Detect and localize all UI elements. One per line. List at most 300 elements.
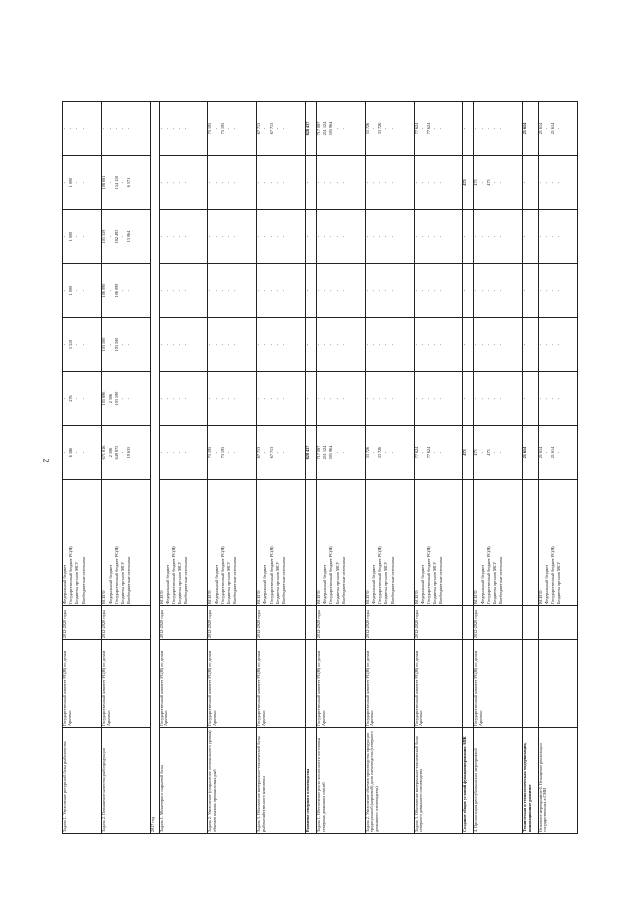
value: - (183, 451, 189, 454)
value: - (74, 127, 80, 130)
value: - (543, 235, 549, 238)
value: - (473, 127, 479, 130)
value: - (556, 181, 562, 184)
value: - (364, 397, 370, 400)
value-cell (102, 102, 151, 156)
value-cell (365, 372, 414, 426)
value: - (274, 343, 280, 346)
value: - (479, 181, 485, 184)
source-name: Федеральный бюджет (543, 564, 549, 604)
value: - (364, 289, 370, 292)
value: - (328, 397, 334, 400)
value-cell (538, 210, 577, 264)
value: - (556, 127, 562, 130)
value: - (304, 343, 310, 346)
value: - (549, 397, 555, 400)
value: - (543, 397, 549, 400)
value: 67 713 (256, 122, 262, 135)
rotated-table-wrapper (62, 102, 578, 834)
value: - (377, 289, 383, 292)
value: - (256, 343, 262, 346)
value-cell (305, 318, 316, 372)
value: 33 726 (364, 122, 370, 135)
value: - (389, 289, 395, 292)
value: - (158, 181, 164, 184)
value: - (164, 343, 170, 346)
value: 33 726 (364, 446, 370, 459)
value: 106 090 (101, 283, 107, 298)
source-name: Федеральный бюджет (322, 564, 328, 604)
period-cell: 2012-2020 годы (63, 606, 102, 640)
value: - (62, 451, 67, 454)
value: - (479, 343, 485, 346)
value: - (170, 289, 176, 292)
value: - (213, 127, 219, 130)
value: 21 614 (549, 446, 555, 459)
sources-cell (257, 480, 306, 606)
source-name: Государственный бюджет РС(Я) (68, 546, 74, 604)
value-cell (474, 102, 523, 156)
value-cell (257, 210, 306, 264)
value: - (101, 127, 107, 130)
value-cell (523, 426, 538, 480)
sources-cell (414, 480, 463, 606)
value-cell (523, 210, 538, 264)
value: - (80, 397, 86, 400)
sources-cell (63, 480, 102, 606)
value: - (213, 343, 219, 346)
value: 105 559 (101, 229, 107, 244)
value: - (183, 289, 189, 292)
value: - (485, 127, 491, 130)
value: - (549, 181, 555, 184)
value: - (462, 397, 468, 400)
executor-cell: Государственный комитет РС(Я) по делам Арктики (102, 640, 151, 728)
value: 13 064 (126, 230, 132, 243)
value-cell (102, 318, 151, 372)
value: - (334, 181, 340, 184)
value: - (522, 181, 528, 184)
executor-cell: Государственный комитет РС(Я) по делам Арктики (208, 640, 257, 728)
value-cell (102, 372, 151, 426)
value: 3 310 (68, 339, 74, 350)
table-row (305, 102, 316, 834)
source-name: Внебюджетные источники (438, 556, 444, 604)
value-cell (538, 426, 577, 480)
value: - (274, 397, 280, 400)
value: - (213, 235, 219, 238)
value: - (425, 343, 431, 346)
value: - (62, 235, 67, 238)
value: 1 000 (68, 231, 74, 242)
value: - (498, 235, 504, 238)
value: - (322, 397, 328, 400)
value: - (549, 343, 555, 346)
value: - (485, 397, 491, 400)
value-cell (538, 372, 577, 426)
value: - (491, 181, 497, 184)
value-cell (365, 426, 414, 480)
value: - (119, 235, 125, 238)
value: - (158, 451, 164, 454)
value: - (213, 397, 219, 400)
period-cell: 2012-2020 годы (159, 606, 208, 640)
value: - (334, 343, 340, 346)
value: - (334, 235, 340, 238)
value: 33 726 (377, 446, 383, 459)
source-name: Бюджеты органов МСУ (177, 561, 183, 604)
value: - (462, 127, 468, 130)
source-name: Государственный бюджет РС(Я) (425, 546, 431, 604)
value: - (473, 289, 479, 292)
value-cell (463, 264, 474, 318)
sources-cell (305, 480, 316, 606)
table-row (257, 102, 306, 834)
period-cell: 2012-2020 годы (316, 606, 365, 640)
source-name: ВСЕГО (207, 590, 213, 604)
value-cell (305, 372, 316, 426)
value: - (485, 289, 491, 292)
value: - (377, 235, 383, 238)
page-number: 2 (41, 458, 51, 463)
value: 671 816 (101, 445, 107, 460)
value: 21 614 (522, 122, 528, 135)
value: - (183, 235, 189, 238)
source-name: Федеральный бюджет (164, 564, 170, 604)
period-cell: 2012-2020 годы (257, 606, 306, 640)
value: 211 124 (322, 445, 328, 460)
value: - (383, 181, 389, 184)
value: 21 614 (522, 446, 528, 459)
value-cell (159, 102, 208, 156)
value: - (68, 127, 74, 130)
value: - (556, 289, 562, 292)
value: - (370, 343, 376, 346)
sources-cell (538, 480, 577, 606)
value: 473 (473, 449, 479, 456)
value-cell (208, 210, 257, 264)
value: - (80, 235, 86, 238)
value: - (498, 127, 504, 130)
value: - (280, 127, 286, 130)
value: 19 635 (126, 446, 132, 459)
value: - (177, 451, 183, 454)
table-body (63, 102, 578, 834)
value: - (432, 235, 438, 238)
value: - (304, 289, 310, 292)
value: - (177, 181, 183, 184)
value-cell (474, 156, 523, 210)
value-cell (538, 318, 577, 372)
value: - (556, 451, 562, 454)
value-cell (63, 372, 102, 426)
value: - (377, 343, 383, 346)
value: 211 124 (322, 121, 328, 136)
value: - (170, 235, 176, 238)
value: - (491, 451, 497, 454)
value: - (413, 343, 419, 346)
value-cell (257, 102, 306, 156)
value: - (432, 397, 438, 400)
value: - (432, 289, 438, 292)
value: - (438, 451, 444, 454)
value: - (280, 289, 286, 292)
value: - (126, 289, 132, 292)
value: - (543, 289, 549, 292)
value-cell (365, 102, 414, 156)
value: - (177, 397, 183, 400)
source-name: ВСЕГО (364, 590, 370, 604)
value-cell (474, 426, 523, 480)
value: - (370, 289, 376, 292)
value: - (119, 451, 125, 454)
value: - (262, 289, 268, 292)
value-cell (305, 426, 316, 480)
value-cell (463, 318, 474, 372)
value: - (315, 397, 321, 400)
value-cell (316, 426, 365, 480)
value-cell (414, 102, 463, 156)
value: - (164, 289, 170, 292)
value: 77 624 (413, 446, 419, 459)
value: - (498, 451, 504, 454)
value: - (334, 397, 340, 400)
executor-cell (538, 640, 577, 728)
value: - (80, 181, 86, 184)
value: 6 386 (68, 447, 74, 458)
sources-cell (102, 480, 151, 606)
value: - (479, 127, 485, 130)
value: - (207, 343, 213, 346)
value: - (262, 127, 268, 130)
source-name: Внебюджетные источники (80, 556, 86, 604)
value-cell (414, 318, 463, 372)
value: - (262, 343, 268, 346)
executor-cell (305, 640, 316, 728)
value: - (225, 235, 231, 238)
value: - (74, 181, 80, 184)
value: - (62, 181, 67, 184)
value: - (183, 397, 189, 400)
value: - (177, 235, 183, 238)
value-cell (159, 156, 208, 210)
value: - (462, 343, 468, 346)
value: - (425, 235, 431, 238)
value: - (107, 181, 113, 184)
value-cell (208, 156, 257, 210)
value-cell (463, 102, 474, 156)
task-cell: Задача 1. Увеличение ресурсной базы рыболовства (63, 728, 102, 834)
executor-cell (523, 640, 538, 728)
value: - (419, 289, 425, 292)
value: - (485, 343, 491, 346)
value-cell (208, 102, 257, 156)
value: - (158, 127, 164, 130)
value: 2 306 (107, 393, 113, 404)
source-name: Бюджеты органов МСУ (432, 561, 438, 604)
value: 649 875 (113, 445, 119, 460)
value: - (522, 343, 528, 346)
value: 106 090 (113, 283, 119, 298)
table-row (316, 102, 365, 834)
executor-cell: Государственный комитет РС(Я) по делам Арктики (414, 640, 463, 728)
value: - (280, 343, 286, 346)
value: - (383, 127, 389, 130)
value-cell (102, 426, 151, 480)
value: - (207, 289, 213, 292)
value: - (256, 235, 262, 238)
source-name: Федеральный бюджет (262, 564, 268, 604)
value: - (74, 235, 80, 238)
table-row (414, 102, 463, 834)
value: - (413, 235, 419, 238)
value: - (322, 343, 328, 346)
value: - (274, 451, 280, 454)
value-cell (414, 156, 463, 210)
task-cell: Задача 1. Мониторинг сырьевой базы (159, 728, 208, 834)
value: - (170, 451, 176, 454)
value: - (280, 451, 286, 454)
value: - (377, 181, 383, 184)
value-cell (538, 156, 577, 210)
source-name (306, 481, 312, 604)
source-name: Государственный бюджет РС(Я) (485, 546, 491, 604)
value: - (549, 289, 555, 292)
value: - (256, 289, 262, 292)
value: - (119, 397, 125, 400)
value: - (389, 235, 395, 238)
value: - (370, 451, 376, 454)
value: - (225, 127, 231, 130)
value-cell (305, 264, 316, 318)
executor-cell (463, 640, 474, 728)
source-name (523, 481, 529, 604)
source-name: Бюджеты органов МСУ (334, 561, 340, 604)
value: - (328, 235, 334, 238)
value: - (383, 343, 389, 346)
table-row (102, 102, 151, 834)
value-cell (102, 264, 151, 318)
sources-cell (159, 480, 208, 606)
value: - (438, 289, 444, 292)
value: - (262, 235, 268, 238)
value: - (74, 397, 80, 400)
value: 108 681 (101, 175, 107, 190)
value: 276 (68, 395, 74, 402)
value: - (62, 343, 67, 346)
source-name: Бюджеты органов МСУ (383, 561, 389, 604)
value: - (370, 127, 376, 130)
value-cell (208, 318, 257, 372)
value: - (328, 289, 334, 292)
executor-cell: Государственный комитет РС(Я) по делам Арктики (474, 640, 523, 728)
value: - (377, 397, 383, 400)
value-cell (316, 156, 365, 210)
value: - (389, 397, 395, 400)
year-header: 2017 год (151, 102, 159, 834)
value: 105 896 (101, 391, 107, 406)
value: 154 110 (113, 175, 119, 190)
value: - (158, 289, 164, 292)
value: - (479, 289, 485, 292)
value: - (274, 127, 280, 130)
value: - (113, 127, 119, 130)
value-cell (523, 102, 538, 156)
value: - (491, 397, 497, 400)
value: - (340, 343, 346, 346)
value: - (498, 343, 504, 346)
value: 77 624 (413, 122, 419, 135)
value-cell (257, 426, 306, 480)
source-name: Внебюджетные источники (183, 556, 189, 604)
source-name: Внебюджетные источники (232, 556, 238, 604)
value: - (219, 289, 225, 292)
value: - (219, 235, 225, 238)
value: - (328, 343, 334, 346)
value: - (304, 397, 310, 400)
value-cell (305, 156, 316, 210)
value: - (262, 451, 268, 454)
value: - (80, 451, 86, 454)
value: - (170, 181, 176, 184)
value: - (419, 451, 425, 454)
period-cell: 2012-2020 годы (208, 606, 257, 640)
value-cell (523, 372, 538, 426)
value: - (556, 235, 562, 238)
value: - (537, 289, 543, 292)
value: - (170, 127, 176, 130)
value: - (268, 289, 274, 292)
source-name: ВСЕГО (315, 590, 321, 604)
value: - (119, 127, 125, 130)
sources-cell (474, 480, 523, 606)
value: 21 614 (537, 122, 543, 135)
value: - (537, 397, 543, 400)
value-cell (474, 264, 523, 318)
value: - (274, 289, 280, 292)
value: - (219, 181, 225, 184)
executor-cell: Государственный комитет РС(Я) по делам Арктики (63, 640, 102, 728)
value: - (364, 235, 370, 238)
value: - (334, 451, 340, 454)
value: - (232, 289, 238, 292)
value: - (498, 397, 504, 400)
value: - (340, 289, 346, 292)
sources-cell (365, 480, 414, 606)
source-name: Государственный бюджет РС(Я) (219, 546, 225, 604)
value: 182 495 (113, 229, 119, 244)
value: - (183, 181, 189, 184)
value-cell (365, 156, 414, 210)
value: - (413, 397, 419, 400)
value: 473 (473, 179, 479, 186)
task-cell: Техническая и технологическая модернизация, инновационное развитие (523, 728, 538, 834)
value: 67 713 (268, 122, 274, 135)
value: - (522, 235, 528, 238)
value: - (315, 343, 321, 346)
value: - (370, 397, 376, 400)
value: - (232, 235, 238, 238)
value: - (479, 235, 485, 238)
source-name: Бюджеты органов МСУ (225, 561, 231, 604)
value: 77 624 (425, 122, 431, 135)
value: - (164, 235, 170, 238)
table-row (463, 102, 474, 834)
value: - (225, 289, 231, 292)
value: - (164, 397, 170, 400)
value: 73 195 (207, 122, 213, 135)
table-row (63, 102, 102, 834)
